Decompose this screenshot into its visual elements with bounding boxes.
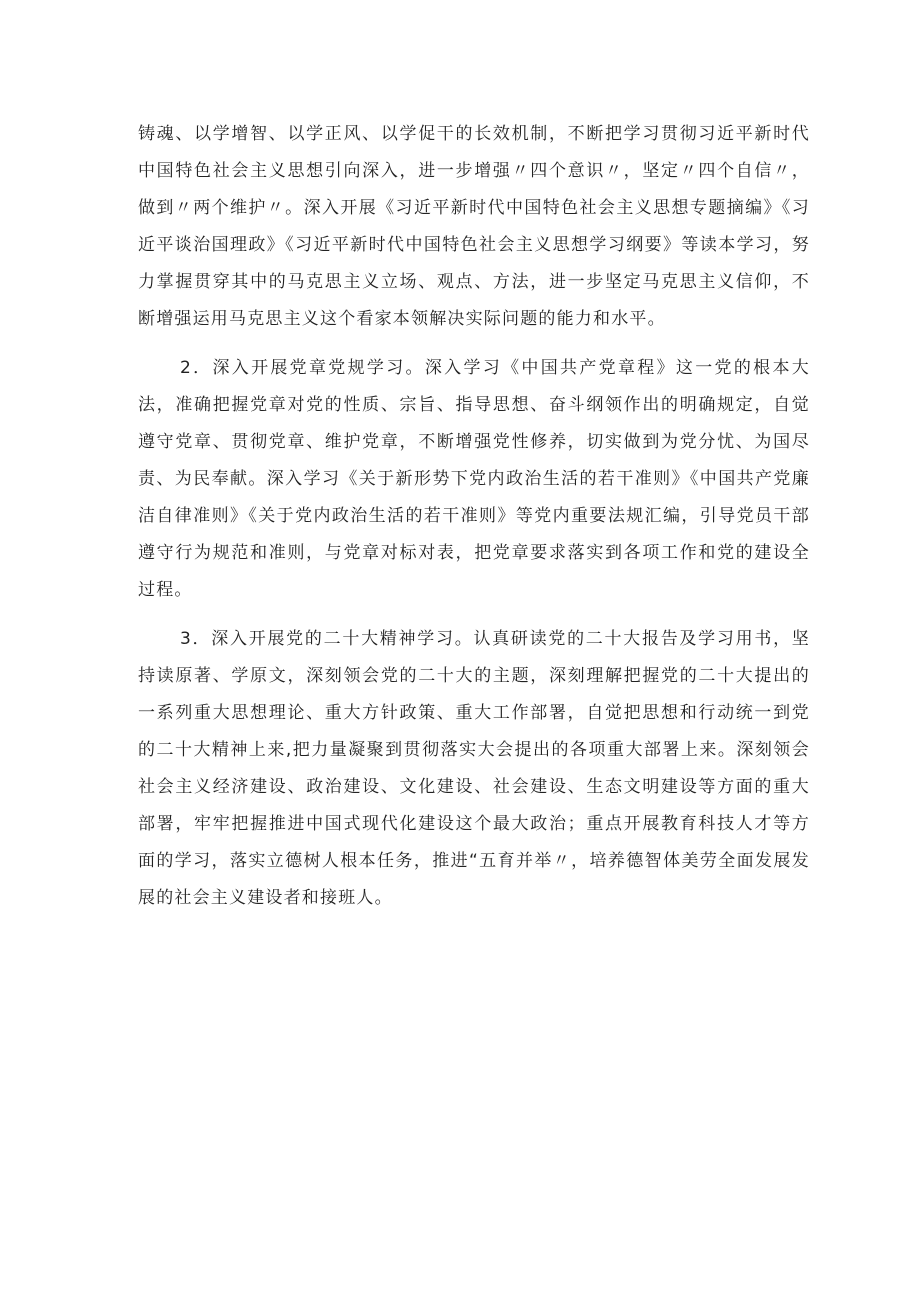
document-body [138, 116, 810, 917]
paragraph-party-constitution: 2．深入开展党章党规学习。深入学习《中国共产党章程》这一党的根本大法，准确把握党章对党的性质、宗旨、指导思想、奋斗纲领作出的明确规定，自觉遵守党章、贯彻党章、维护党章，不断增强党性修养，切实做到为党分忧、为国尽责、为民奉献。深入学习《关于新形势下党内政治生活的若干准则》《中国共产党廉洁自律准则》《关于党内政治生活的若干准则》等党内重要法规汇编，引导党员干部遵守行为规范和准则，与党章对标对表，把党章要求落实到各项工作和党的建设全过程。 [138, 358, 810, 600]
paragraph-continuation: 铸魂、以学增智、以学正风、以学促干的长效机制，不断把学习贯彻习近平新时代中国特色社会主义思想引向深入，进一步增强〃四个意识〃，坚定〃四个自信〃，做到〃两个维护〃。深入开展《习近平新时代中国特色社会主义思想专题摘编》《习近平谈治国理政》《习近平新时代中国特色社会主义思想学习纲要》等读本学习，努力掌握贯穿其中的马克思主义立场、观点、方法，进一步坚定马克思主义信仰，不断增强运用马克思主义这个看家本领解决实际问题的能力和水平。 [138, 124, 810, 329]
paragraph-twentieth-congress: 3．深入开展党的二十大精神学习。认真研读党的二十大报告及学习用书，坚持读原著、学原文，深刻领会党的二十大的主题，深刻理解把握党的二十大提出的一系列重大思想理论、重大方针政策、重大工作部署，自觉把思想和行动统一到党的二十大精神上来,把力量凝聚到贯彻落实大会提出的各项重大部署上来。深刻领会社会主义经济建设、政治建设、文化建设、社会建设、生态文明建设等方面的重大部署，牢牢把握推进中国式现代化建设这个最大政治；重点开展教育科技人才等方面的学习，落实立德树人根本任务，推进“五育并举〃，培养德智体美劳全面发展发展的社会主义建设者和接班人。 [138, 629, 810, 908]
